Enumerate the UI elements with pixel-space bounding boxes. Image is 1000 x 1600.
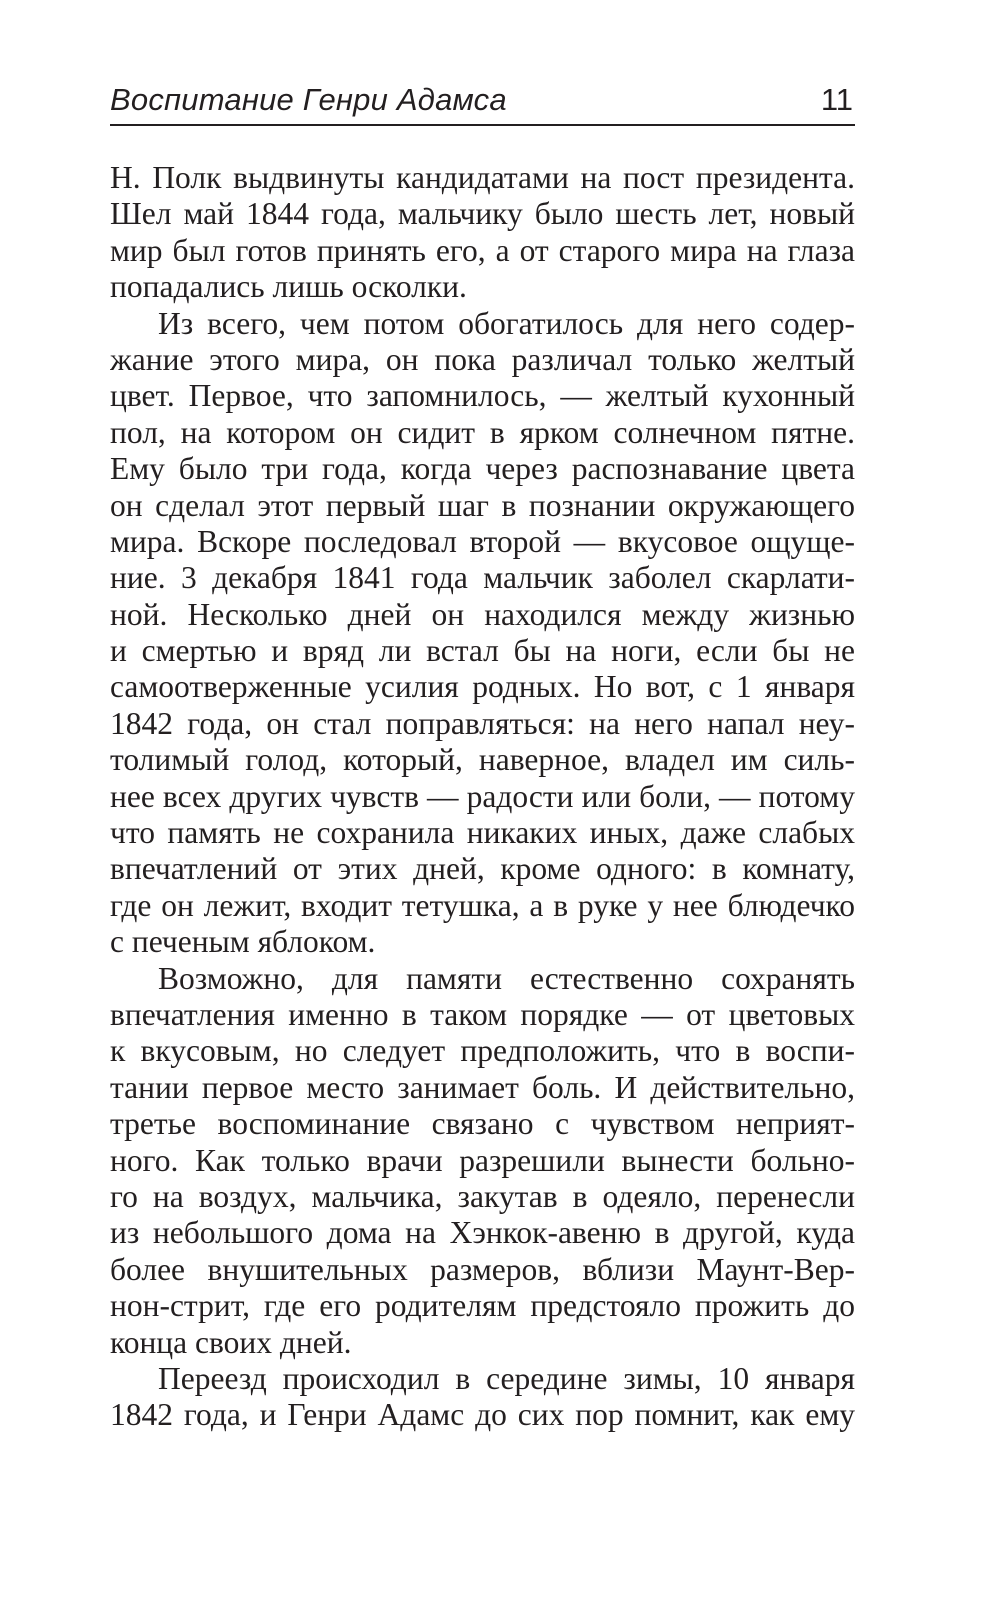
text-line: Ему было три года, когда через распознавание цвета: [110, 451, 855, 487]
text-line: с печеным яблоком.: [110, 924, 376, 960]
text-line: тании первое место занимает боль. И действительно,: [110, 1069, 855, 1105]
running-head: [110, 80, 855, 126]
text-line: 1842 года, он стал поправляться: на него напал неу-: [110, 705, 855, 741]
text-line: нее всех других чувств — радости или боли, — потому: [110, 778, 855, 814]
running-title: Воспитание Генри Адамса: [110, 82, 507, 117]
page-number: 11: [820, 82, 853, 117]
text-line: Из всего, чем потом обогатилось для него содер-: [158, 305, 855, 341]
text-line: ного. Как только врачи разрешили вынести больно-: [110, 1142, 855, 1178]
text-line: ной. Несколько дней он находился между жизнью: [110, 596, 855, 632]
text-line: из небольшого дома на Хэнкок-авеню в другой, куда: [110, 1215, 855, 1251]
text-line: более внушительных размеров, вблизи Маунт-Вер-: [110, 1251, 855, 1287]
book-page: [110, 0, 855, 1600]
text-line: он сделал этот первый шаг в познании окружающего: [110, 487, 855, 523]
text-line: Переезд происходил в середине зимы, 10 января: [158, 1360, 855, 1396]
text-line: где он лежит, входит тетушка, а в руке у нее блюдечко: [110, 887, 855, 923]
text-line: Возможно, для памяти естественно сохранять: [158, 960, 855, 996]
body-text: [110, 160, 855, 1434]
text-line: конца своих дней.: [110, 1324, 352, 1360]
text-line: жание этого мира, он пока различал только желтый: [110, 341, 855, 377]
text-line: и смертью и вряд ли встал бы на ноги, если бы не: [110, 633, 855, 669]
text-line: го на воздух, мальчика, закутав в одеяло, перенесли: [110, 1178, 855, 1214]
text-line: Шел май 1844 года, мальчику было шесть лет, новый: [110, 196, 855, 232]
text-line: третье воспоминание связано с чувством неприят-: [110, 1106, 855, 1142]
text-line: пол, на котором он сидит в ярком солнечном пятне.: [110, 414, 855, 450]
text-line: ние. 3 декабря 1841 года мальчик заболел скарлати-: [110, 560, 855, 596]
text-line: что память не сохранила никаких иных, даже слабых: [110, 815, 855, 851]
text-line: впечатлений от этих дней, кроме одного: в комнату,: [110, 851, 855, 887]
text-line: нон-стрит, где его родителям предстояло прожить до: [110, 1288, 855, 1324]
text-line: мира. Вскоре последовал второй — вкусовое ощуще-: [110, 523, 855, 559]
text-line: впечатления именно в таком порядке — от цветовых: [110, 996, 855, 1032]
text-line: толимый голод, который, наверное, владел им силь-: [110, 742, 855, 778]
text-line: 1842 года, и Генри Адамс до сих пор помнит, как ему: [110, 1397, 855, 1433]
text-line: мир был готов принять его, а от старого мира на глаза: [110, 232, 855, 268]
text-line: самоотверженные усилия родных. Но вот, с 1 января: [110, 669, 855, 705]
text-line: цвет. Первое, что запомнилось, — желтый кухонный: [110, 378, 855, 414]
text-line: попадались лишь осколки.: [110, 269, 467, 305]
text-line: к вкусовым, но следует предположить, что в воспи-: [110, 1033, 855, 1069]
text-line: Н. Полк выдвинуты кандидатами на пост президента.: [110, 160, 855, 195]
